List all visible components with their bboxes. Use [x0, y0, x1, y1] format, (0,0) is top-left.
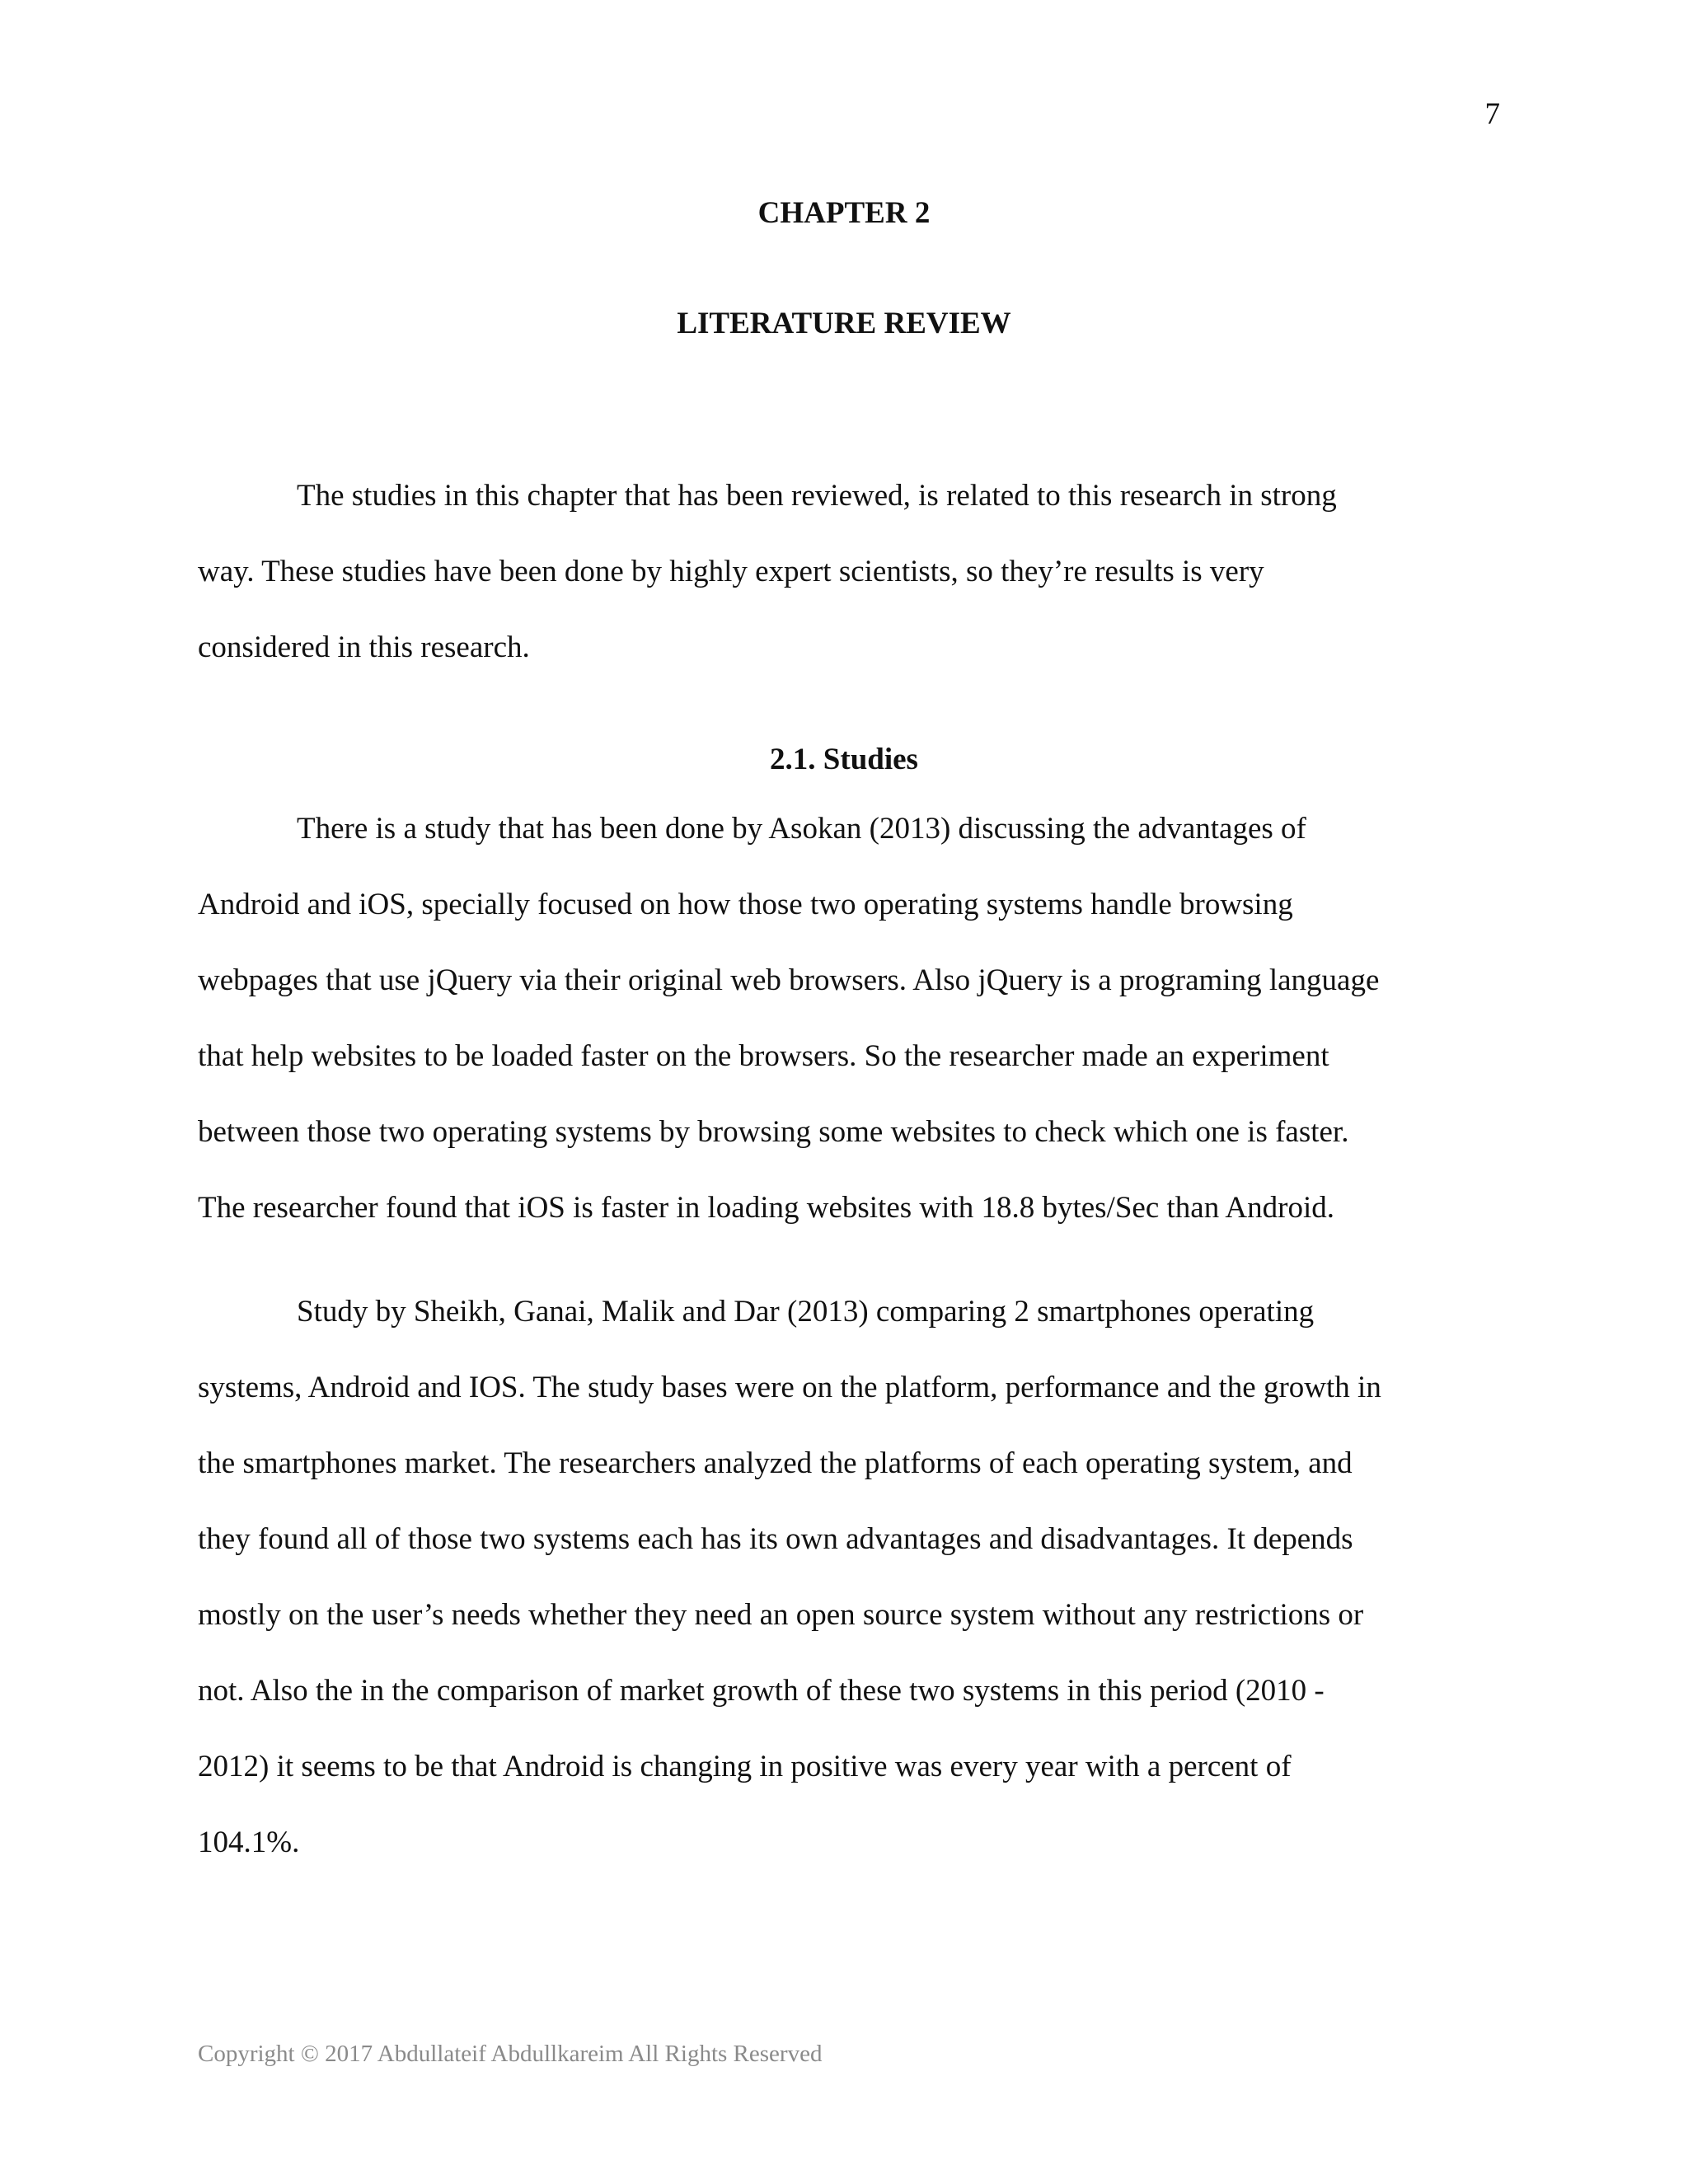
paragraph-line: they found all of those two systems each has its own advantages and disadvantages. It depends	[198, 1522, 1353, 1556]
paragraph-line: The researcher found that iOS is faster in loading websites with 18.8 bytes/Sec than Android.	[198, 1191, 1334, 1225]
paragraph-line: The studies in this chapter that has been reviewed, is related to this research in strong	[297, 479, 1337, 513]
paragraph-line: way. These studies have been done by highly expert scientists, so they’re results is very	[198, 555, 1264, 588]
paragraph-line: 2012) it seems to be that Android is changing in positive was every year with a percent of	[198, 1750, 1292, 1783]
section-heading: 2.1. Studies	[770, 743, 918, 776]
chapter-title: CHAPTER 2	[757, 196, 931, 230]
paragraph-line: the smartphones market. The researchers analyzed the platforms of each operating system, and	[198, 1446, 1353, 1480]
paragraph-line: systems, Android and IOS. The study bases were on the platform, performance and the growth in	[198, 1371, 1381, 1404]
paragraph-line: 104.1%.	[198, 1825, 300, 1859]
paragraph-line: webpages that use jQuery via their original web browsers. Also jQuery is a programing language	[198, 963, 1380, 997]
copyright-footer: Copyright © 2017 Abdullateif Abdullkareim All Rights Reserved	[198, 2041, 823, 2067]
intro-paragraph	[198, 458, 1502, 686]
page-number: 7	[1484, 97, 1500, 131]
paragraph-line: not. Also the in the comparison of market growth of these two systems in this period (2010 -	[198, 1674, 1325, 1708]
paragraph-line: mostly on the user’s needs whether they need an open source system without any restrictions or	[198, 1598, 1364, 1632]
paragraph-line: There is a study that has been done by Asokan (2013) discussing the advantages of	[297, 812, 1306, 846]
paragraph-line: Android and iOS, specially focused on how those two operating systems handle browsing	[198, 888, 1293, 921]
paragraph-line: that help websites to be loaded faster on the browsers. So the researcher made an experiment	[198, 1039, 1329, 1073]
paragraph-line: Study by Sheikh, Ganai, Malik and Dar (2013) comparing 2 smartphones operating	[297, 1295, 1315, 1329]
paragraph-line: considered in this research.	[198, 630, 530, 664]
chapter-subtitle: LITERATURE REVIEW	[677, 307, 1011, 340]
studies-paragraph-1	[198, 791, 1502, 1246]
studies-paragraph-2	[198, 1274, 1502, 1881]
paragraph-line: between those two operating systems by browsing some websites to check which one is faster.	[198, 1115, 1349, 1149]
